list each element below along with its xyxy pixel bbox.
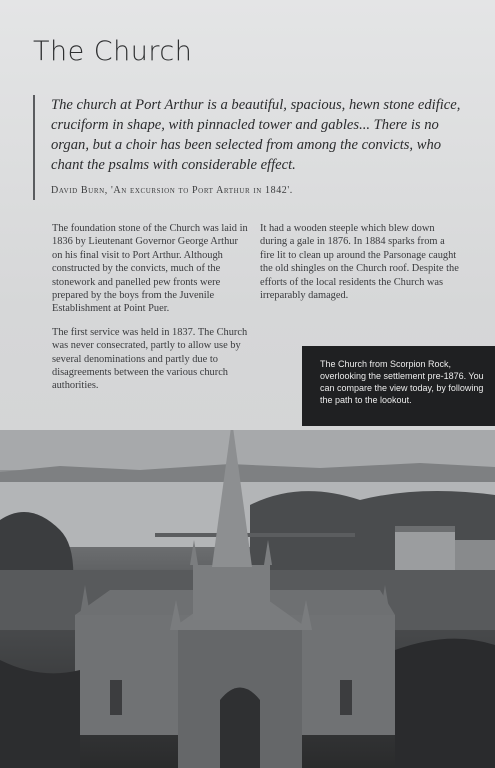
church-photo-illustration [0, 430, 495, 768]
sign-title: The Church [33, 36, 193, 67]
paragraph-steeple: It had a wooden steeple which blew down during a gale in 1876. In 1884 sparks from a fire lit to clean up around the Parsonage caught the old shingles on the Church roof. Despite the efforts of the local residents the Church was irreparably damaged. [260, 223, 459, 302]
right-column [260, 222, 460, 312]
paragraph-first-service: The first service was held in 1837. The Church was never consecrated, partly to allow use by several denominations and partly due to disagreements between the various church authorities. [52, 326, 248, 392]
quote-attribution: David Burn, 'An excursion to Port Arthur in 1842'. [51, 185, 293, 196]
photo-caption: The Church from Scorpion Rock, overlooking the settlement pre-1876. You can compare the view today, by following the path to the lookout. [302, 346, 495, 426]
quote-text: The church at Port Arthur is a beautiful, spacious, hewn stone edifice, cruciform in shape, with pinnacled tower and gables... There is no organ, but a choir has been selected from among the convicts, who chant the psalms with considerable effect. [51, 97, 461, 173]
historic-church-photo [0, 430, 495, 768]
left-column [52, 222, 248, 403]
paragraph-foundation: The foundation stone of the Church was laid in 1836 by Lieutenant Governor George Arthur on his final visit to Port Arthur. Although constructed by the convicts, much of the stonework and panelled pew fronts were prepared by the boys from the Juvenile Establishment at Point Puer. [52, 223, 248, 315]
quote-block [33, 95, 463, 200]
